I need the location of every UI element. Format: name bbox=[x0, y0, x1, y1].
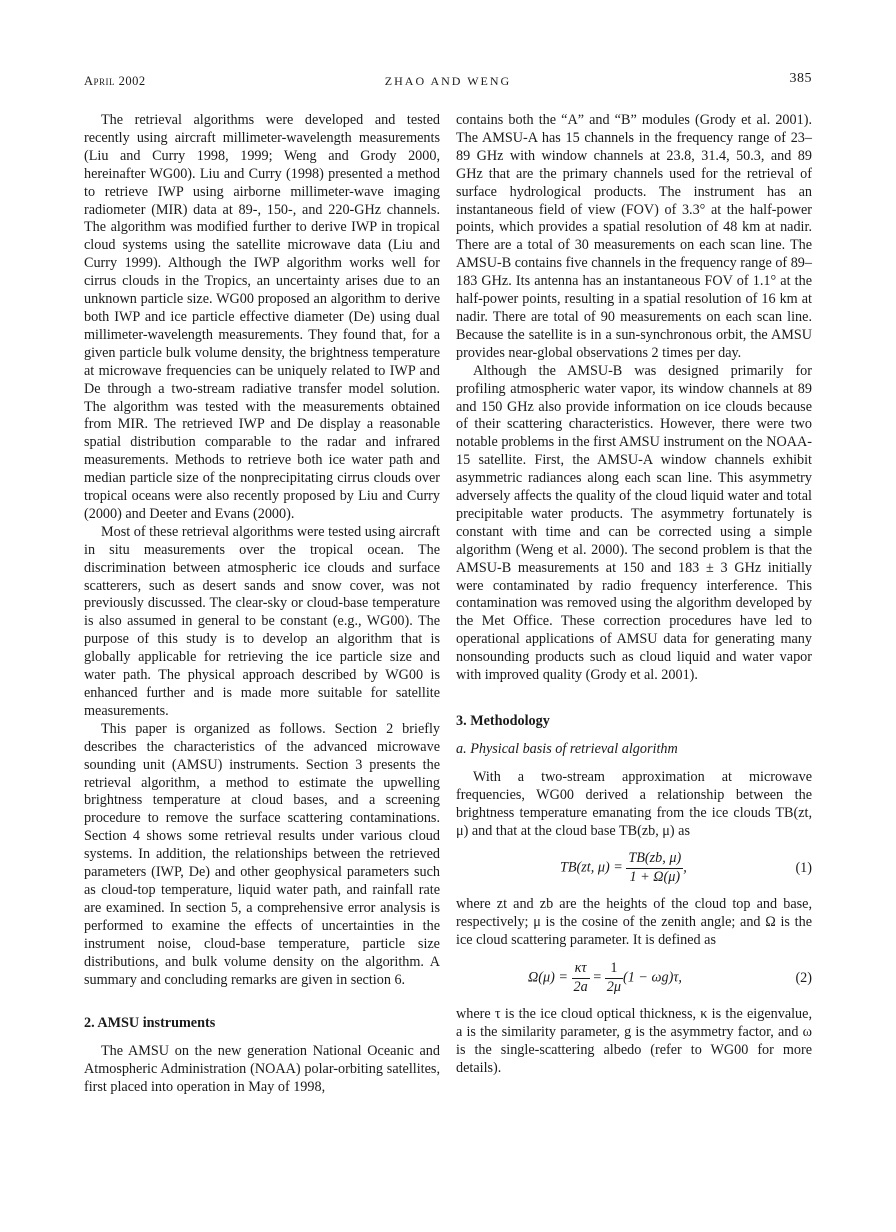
page-header bbox=[84, 71, 812, 92]
equation-lhs: TB(zt, μ) = bbox=[560, 859, 623, 876]
equation-number: (2) bbox=[795, 970, 812, 987]
fraction-numerator: TB(zb, μ) bbox=[626, 850, 683, 869]
page-number: 385 bbox=[789, 71, 812, 86]
equation-equals: = bbox=[593, 969, 602, 986]
fraction-denominator: 2μ bbox=[606, 979, 622, 996]
paragraph: contains both the “A” and “B” modules (Grody et al. 2001). The AMSU-A has 15 channels in the frequency range of 23–89 GHz with window channels at 23.8, 31.4, 50.3, and 89 GHz that are the primary channels used for the retrieval of surface hydrological products. The instrument has an instantaneous field of view (FOV) of 3.3° at the half-power points, which provides a spatial resolution of 48 km at nadir. There are a total of 30 measurements on each scan line. The AMSU-B contains five channels in the frequency range of 89–183 GHz. Its antenna has an instantaneous FOV of 1.1° at the half-power points, resulting in a spatial resolution of 16 km at nadir. There are total of 90 measurements on each scan line. Because the satellite is in a sun-synchronous orbit, the AMSU provides near-global observations 2 times per day. bbox=[456, 112, 812, 361]
paragraph: The retrieval algorithms were developed and tested recently using aircraft millimeter-wavelength measurements (Liu and Curry 1998, 1999; Weng and Grody 2000, hereinafter WG00). Liu and Curry (1998) presented a method to retrieve IWP using airborne millimeter-wave imaging radiometer (MIR) data at 89-, 150-, and 220-GHz channels. The algorithm was modified further to derive IWP in tropical cloud systems using the satellite microwave data (Liu and Curry 1999). Although the IWP algorithm works well for cirrus clouds in the Tropics, an uncertainty arises due to an unknown particle size. WG00 proposed an algorithm to derive both IWP and ice particle effective diameter (De) using dual millimeter-wavelength measurements. They found that, for a given particle bulk volume density, the brightness temperature at microwave frequencies can be uniquely related to IWP and De through a two-stream radiative transfer model solution. The algorithm was tested with the measurements obtained from MIR. The retrieved IWP and De display a reasonable spatial distribution comparable to the radar and infrared measurements. Methods to retrieve both ice water path and median particle size of the nonprecipitating cirrus clouds over tropical oceans were also recently proposed by Liu and Curry (2000) and Deeter and Evans (2000). bbox=[84, 112, 440, 522]
fraction-denominator: 2a bbox=[573, 979, 588, 996]
header-date: April 2002 bbox=[84, 74, 146, 88]
fraction-denominator: 1 + Ω(μ) bbox=[629, 869, 681, 886]
subsection-heading: a. Physical basis of retrieval algorithm bbox=[456, 740, 678, 757]
paragraph: The AMSU on the new generation National Oceanic and Atmospheric Administration (NOAA) polar-orbiting satellites, first placed into operation in May of 1998, bbox=[84, 1043, 440, 1096]
section-heading: 3. Methodology bbox=[456, 713, 550, 729]
equation-fraction bbox=[626, 850, 683, 887]
header-authors: ZHAO AND WENG bbox=[384, 74, 512, 88]
section-heading: 2. AMSU instruments bbox=[84, 1015, 216, 1032]
right-column bbox=[456, 112, 812, 1078]
paragraph: This paper is organized as follows. Section 2 briefly describes the characteristics of the advanced microwave sounding unit (AMSU) instruments. Section 3 presents the retrieval algorithm, a method to estimate the upwelling brightness temperature at cloud bases, and a screening procedure to remove the surface scattering contaminations. Section 4 shows some retrieval results under various cloud systems. In addition, the relationships between the retrieved parameters (IWP, De) and other geophysical parameters such as cloud-top temperature, liquid water path, and rainfall rate are examined. In section 5, a comprehensive error analysis is performed to examine the effects of uncertainties in the instrument noise, cloud-base temperature, particle size distributions, and bulk volume density on the algorithm. A summary and concluding remarks are given in section 6. bbox=[84, 720, 440, 988]
paragraph: where τ is the ice cloud optical thickness, κ is the eigenvalue, a is the similarity parameter, g is the asymmetry factor, and ω is the single-scattering albedo (refer to WG00 for more details). bbox=[456, 1006, 812, 1076]
fraction-numerator: 1 bbox=[605, 960, 623, 979]
fraction-numerator: κτ bbox=[572, 960, 590, 979]
paragraph: Most of these retrieval algorithms were tested using aircraft in situ measurements over the tropical ocean. The discrimination between atmospheric ice clouds and surface scatterers, such as desert sands and snow cover, was not previously discussed. The clear-sky or cloud-base temperature is also assumed in general to be constant (e.g., WG00). The purpose of this study is to develop an algorithm that is globally applicable for retrieving the ice particle size and water path. The physical approach described by WG00 is enhanced further and is made more suitable for satellite measurements. bbox=[84, 523, 440, 719]
equation-fraction bbox=[605, 960, 623, 997]
equation-number: (1) bbox=[795, 860, 812, 877]
equation-1 bbox=[456, 848, 812, 888]
equation-tail: , bbox=[683, 859, 687, 876]
left-column bbox=[84, 112, 440, 1097]
paragraph: where zt and zb are the heights of the cloud top and base, respectively; μ is the cosine of the zenith angle; and Ω is the ice cloud scattering parameter. It is defined as bbox=[456, 896, 812, 949]
paragraph: With a two-stream approximation at microwave frequencies, WG00 derived a relationship between the brightness temperature emanating from the ice clouds TB(zt, μ) and that at the cloud base TB(zb, μ) as bbox=[456, 768, 812, 839]
equation-lhs: Ω(μ) = bbox=[528, 969, 568, 986]
equation-tail: (1 − ωg)τ, bbox=[623, 969, 682, 986]
equation-fraction bbox=[572, 960, 590, 997]
equation-2 bbox=[456, 958, 812, 998]
paragraph: Although the AMSU-B was designed primarily for profiling atmospheric water vapor, its window channels at 89 and 150 GHz also provide information on ice clouds because of their scattering characteristics. However, there were two notable problems in the first AMSU instrument on the NOAA-15 satellite. First, the AMSU-A window channels exhibit asymmetric radiances along each scan line. This asymmetry adversely affects the quality of the cloud liquid water and total precipitable water products. The asymmetry fortunately is constant with time and can be corrected using a simple algorithm (Weng et al. 2000). The second problem is that the AMSU-B measurements at 150 and 183 ± 3 GHz initially were contaminated by radio frequency interference. This contamination was removed using the algorithm developed by the Met Office. These correction procedures have led to operational applications of AMSU data for generating many nonsounding products such as cloud liquid and water vapor with improved quality (Grody et al. 2001). bbox=[456, 362, 812, 684]
